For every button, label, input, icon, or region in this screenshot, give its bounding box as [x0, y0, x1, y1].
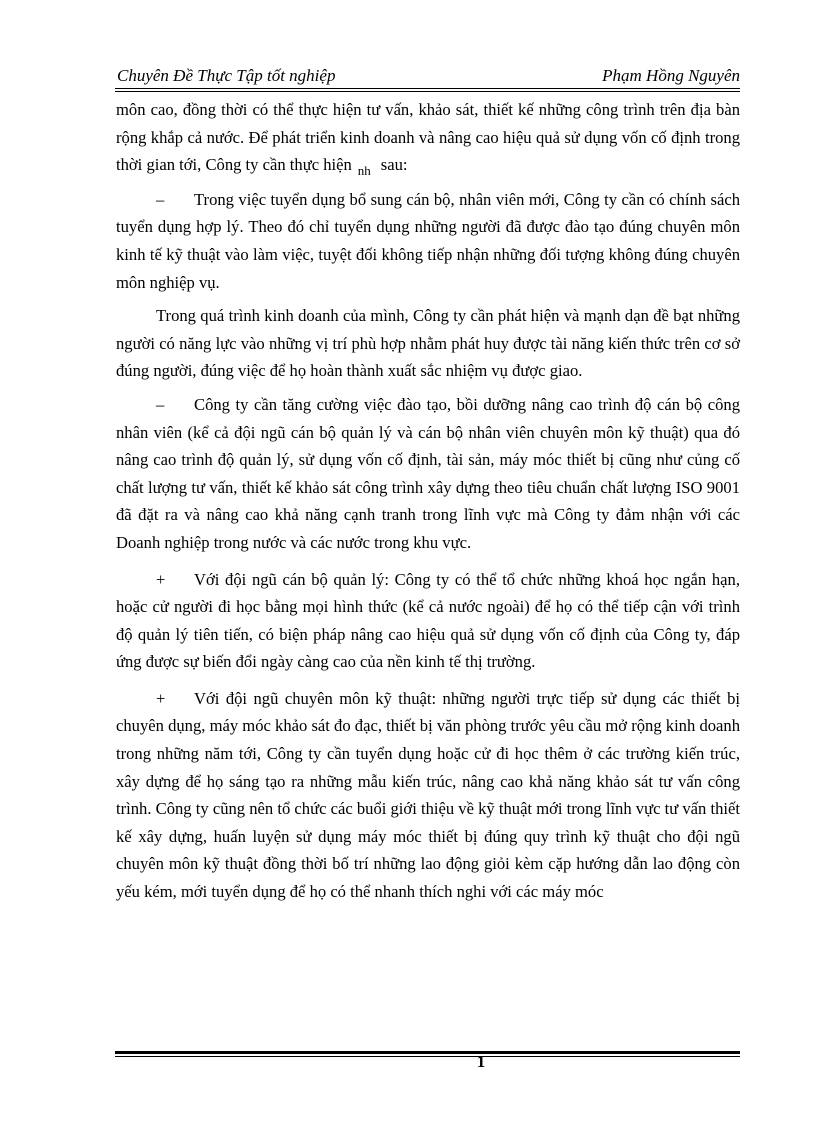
paragraph-tail: sau:	[380, 155, 408, 175]
header-divider	[115, 88, 740, 92]
plus-marker: +	[156, 688, 166, 708]
dash-marker: –	[156, 394, 165, 414]
dash-marker: –	[156, 189, 165, 209]
paragraph-text: Công ty cần tăng cường việc đào tạo, bồi dưỡng nâng cao trình độ cán bộ công nhân viên (kể cả đội ngũ cán bộ quản lý và cán bộ nhân viên chuyên môn kỹ thuật) qua đó nâng cao trình độ quản lý, sử dụng vốn cố định, tài sản, máy móc thiết bị cũng như củng cố chất lượng tư vấn, thiết kế khảo sát công trình xây dựng theo tiêu chuẩn chất lượng ISO 9001 đã đặt ra và nâng cao khả năng cạnh tranh trong lĩnh vực mà Công ty đảm nhận với các Doanh nghiệp trong nước và các nước trong khu vực.	[116, 394, 740, 552]
plus-list-item	[116, 685, 740, 906]
paragraph	[116, 302, 740, 385]
page-header	[115, 64, 740, 88]
paragraph-text: Trong việc tuyển dụng bổ sung cán bộ, nhân viên mới, Công ty cần có chính sách tuyển dụng hợp lý. Theo đó chỉ tuyển dụng những người đã được đào tạo đúng chuyên môn kinh tế kỹ thuật vào làm việc, tuyệt đối không tiếp nhận những đối tượng không đúng chuyên môn nghiệp vụ.	[116, 189, 740, 292]
plus-list-item	[116, 566, 740, 676]
dash-list-item	[116, 186, 740, 296]
paragraph-text: Trong quá trình kinh doanh của mình, Công ty cần phát hiện và mạnh dạn đề bạt những người có năng lực vào những vị trí phù hợp nhằm phát huy được tài năng kiến thức trên cơ sở đúng người, đúng việc để họ hoàn thành xuất sắc nhiệm vụ được giao.	[116, 306, 740, 381]
paragraph-text: Với đội ngũ cán bộ quản lý: Công ty có thể tổ chức những khoá học ngắn hạn, hoặc cử người đi học bằng mọi hình thức (kể cả nước ngoài) để họ có thể tiếp cận với trình độ quản lý tiên tiến, có biện pháp nâng cao hiệu quả sử dụng vốn cố định của Công ty, đáp ứng được sự biến đổi ngày càng cao của nền kinh tế thị trường.	[116, 569, 740, 672]
header-document-title: Chuyên Đề Thực Tập tốt nghiệp	[117, 66, 336, 85]
header-author-name: Phạm Hồng Nguyên	[602, 66, 740, 85]
plus-marker: +	[156, 569, 166, 589]
subscript-fragment: nh	[357, 163, 371, 179]
dash-list-item	[116, 391, 740, 557]
paragraph-continuation	[116, 96, 740, 180]
paragraph-text: môn cao, đồng thời có thể thực hiện tư vấn, khảo sát, thiết kế những công trình trên địa bàn rộng khắp cả nước. Để phát triển kinh doanh và nâng cao hiệu quả sử dụng vốn cố định trong thời gian tới, Công ty cần thực hiện	[116, 100, 740, 175]
paragraph-text: Với đội ngũ chuyên môn kỹ thuật: những người trực tiếp sử dụng các thiết bị chuyên dụng, máy móc khảo sát đo đạc, thiết bị văn phòng trước yêu cầu mở rộng kinh doanh trong những năm tới, Công ty cần tuyển dụng hoặc cử đi học thêm ở các trường kiến trúc, xây dựng để họ sáng tạo ra những mẫu kiến trúc, nâng cao khả năng khảo sát tư vấn công trình. Công ty cũng nên tổ chức các buổi giới thiệu về kỹ thuật mới trong lĩnh vực tư vấn thiết kế xây dựng, huấn luyện sử dụng máy móc thiết bị đúng quy trình kỹ thuật cho đội ngũ chuyên môn kỹ thuật đồng thời bố trí những lao động giỏi kèm cặp hướng dẫn lao động còn yếu kém, mới tuyển dụng để họ có thể nhanh thích nghi với các máy móc	[116, 688, 740, 902]
document-body	[116, 96, 740, 906]
page-number: 1	[476, 1052, 486, 1071]
